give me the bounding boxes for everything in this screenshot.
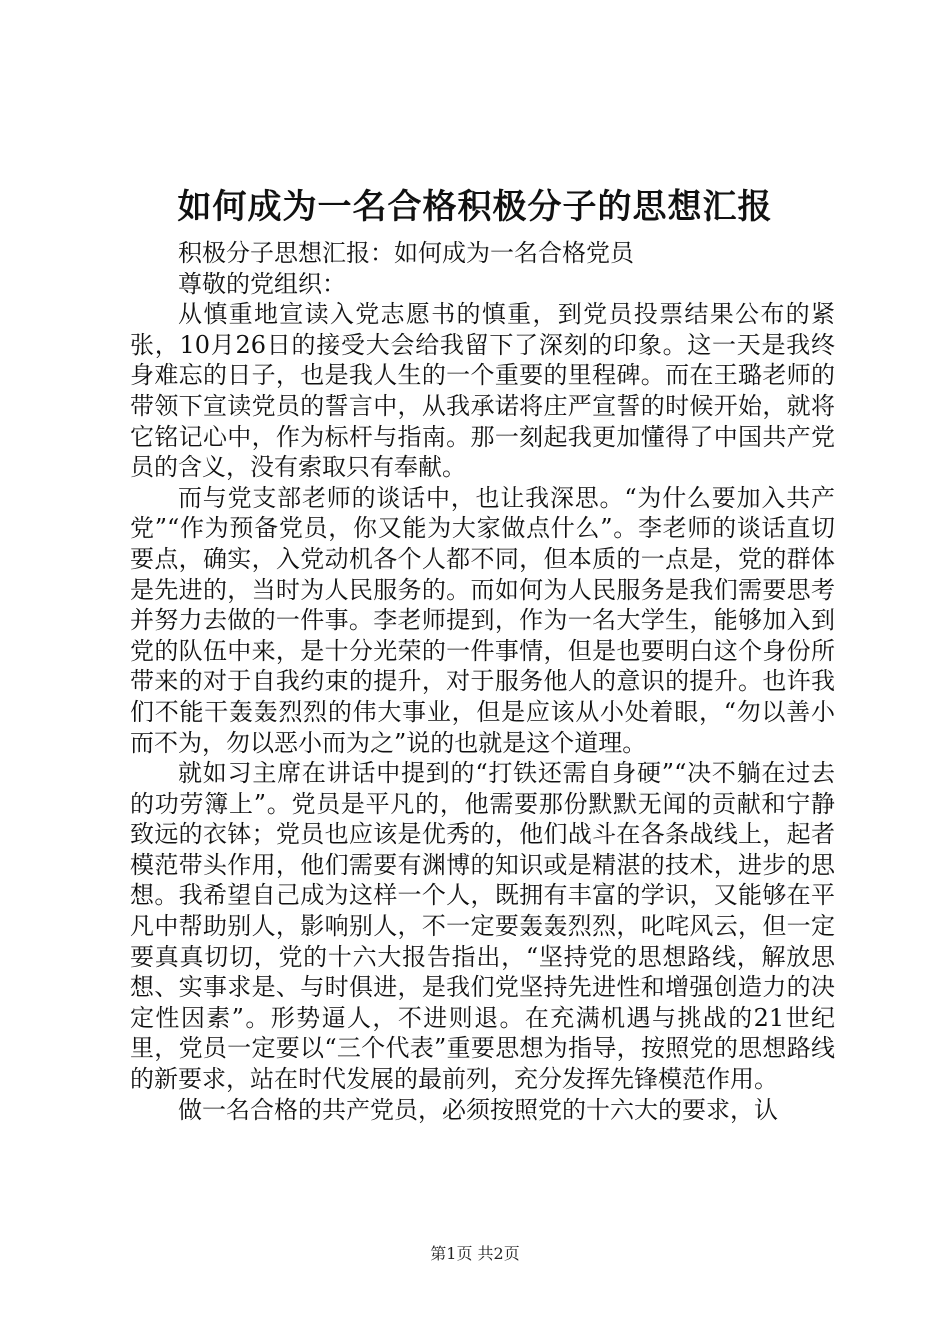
paragraph-subtitle: 积极分子思想汇报：如何成为一名合格党员	[178, 239, 634, 267]
paragraph: 从慎重地宣读入党志愿书的慎重，到党员投票结果公布的紧张，10月26日的接受大会给我留下了深刻的印象。这一天是我终身难忘的日子，也是我人生的一个重要的里程碑。而在王璐老师的带领下宣读党员的誓言中，从我承诺将庄严宣誓的时候开始，就将它铭记心中，作为标杆与指南。那一刻起我更加懂得了中国共产党员的含义，没有索取只有奉献。	[130, 300, 835, 482]
page-number-footer: 第1页 共2页	[430, 1244, 520, 1263]
paragraph-salutation: 尊敬的党组织：	[178, 269, 346, 298]
document-body	[130, 238, 835, 1125]
paragraph: 就如习主席在讲话中提到的“打铁还需自身硬”“决不躺在过去的功劳簿上”。党员是平凡的，他需要那份默默无闻的贡献和宁静致远的衣钵；党员也应该是优秀的，他们战斗在各条战线上，起者模范带头作用，他们需要有渊博的知识或是精湛的技术，进步的思想。我希望自己成为这样一个人，既拥有丰富的学识，又能够在平凡中帮助别人，影响别人，不一定要轰轰烈烈，叱咤风云，但一定要真真切切，党的十六大报告指出，“坚持党的思想路线，解放思想、实事求是、与时俱进，是我们党坚持先进性和增强创造力的决定性因素”。形势逼人，不进则退。在充满机遇与挑战的21世纪里，党员一定要以“三个代表”重要思想为指导，按照党的思想路线的新要求，站在时代发展的最前列，充分发挥先锋模范作用。	[130, 759, 835, 1094]
paragraph: 而与党支部老师的谈话中，也让我深思。“为什么要加入共产党”“作为预备党员，你又能为大家做点什么”。李老师的谈话直切要点，确实，入党动机各个人都不同，但本质的一点是，党的群体是先进的，当时为人民服务的。而如何为人民服务是我们需要思考并努力去做的一件事。李老师提到，作为一名大学生，能够加入到党的队伍中来，是十分光荣的一件事情，但是也要明白这个身份所带来的对于自我约束的提升，对于服务他人的意识的提升。也许我们不能干轰轰烈烈的伟大事业，但是应该从小处着眼，“勿以善小而不为，勿以恶小而为之”说的也就是这个道理。	[130, 483, 835, 757]
document-title: 如何成为一名合格积极分子的思想汇报	[177, 187, 773, 227]
paragraph: 做一名合格的共产党员，必须按照党的十六大的要求，认	[178, 1095, 778, 1124]
